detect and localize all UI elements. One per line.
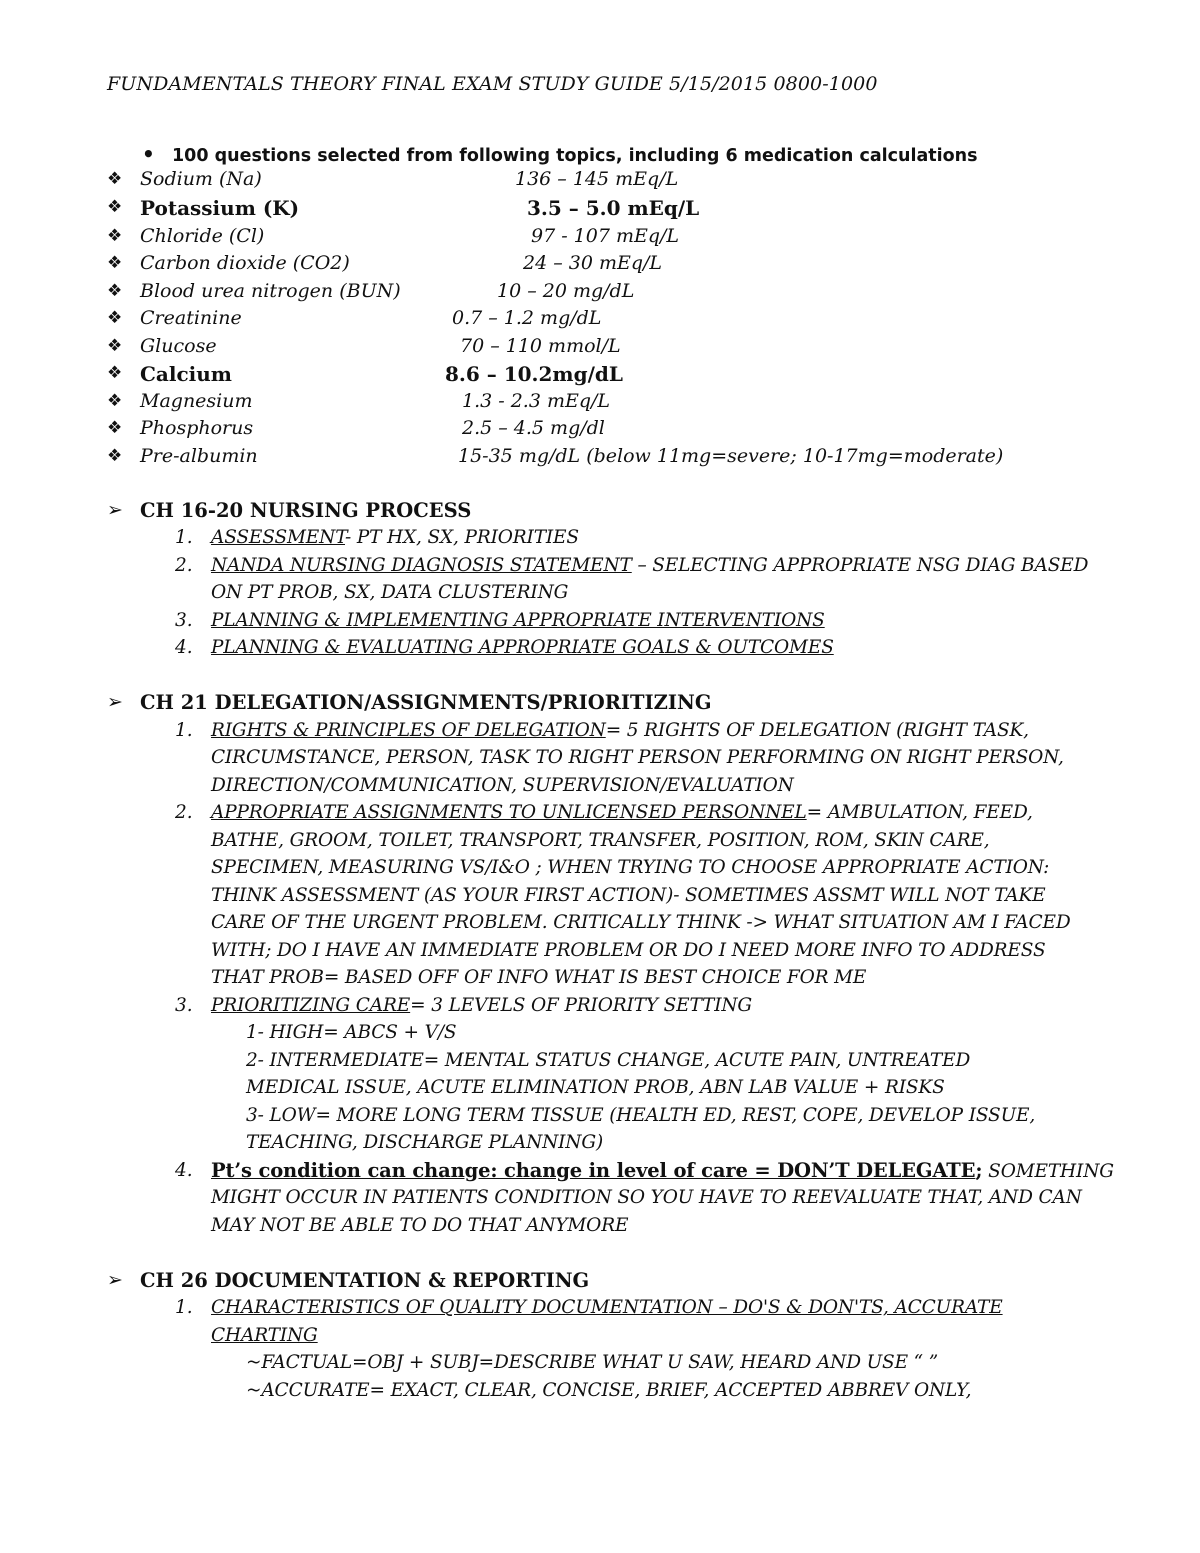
lab-name: Blood urea nitrogen (BUN) [140,280,401,302]
lab-value: 70 – 110 mmol/L [460,335,621,357]
item-heading: Pt’s condition can change: change in level of care = DON’T DELEGATE [211,1159,976,1182]
item-number: 2. [175,802,193,823]
item-continuation: MAY NOT BE ABLE TO DO THAT ANYMORE [211,1215,629,1236]
section-title: CH 21 DELEGATION/ASSIGNMENTS/PRIORITIZING [140,691,712,714]
lab-name: Calcium [140,362,232,386]
list-item [211,610,825,631]
item-continuation: DIRECTION/COMMUNICATION, SUPERVISION/EVALUATION [211,775,794,796]
item-number: 3. [175,995,193,1016]
item-continuation [211,1325,318,1346]
diamond-bullet-icon: ❖ [107,391,123,411]
item-text: = 5 RIGHTS OF DELEGATION (RIGHT TASK, [605,720,1029,741]
item-heading: CHARACTERISTICS OF QUALITY DOCUMENTATION – DO'S & DON'TS, ACCURATE [211,1297,1003,1318]
lab-value: 24 – 30 mEq/L [523,252,663,274]
item-continuation: CIRCUMSTANCE, PERSON, TASK TO RIGHT PERSON PERFORMING ON RIGHT PERSON, [211,747,1064,768]
item-number: 1. [175,527,193,548]
lab-value: 8.6 – 10.2mg/dL [445,362,623,386]
diamond-bullet-icon: ❖ [107,363,123,383]
lab-value: 1.3 - 2.3 mEq/L [462,390,611,412]
item-text: = 3 LEVELS OF PRIORITY SETTING [410,995,753,1016]
diamond-bullet-icon: ❖ [107,281,123,301]
diamond-bullet-icon: ❖ [107,226,123,246]
intro-text: 100 questions selected from following topics, including 6 medication calculations [172,146,978,166]
item-number: 2. [175,555,193,576]
lab-name: Creatinine [140,307,242,329]
item-text: – SELECTING APPROPRIATE NSG DIAG BASED [631,555,1089,576]
sub-item: MEDICAL ISSUE, ACUTE ELIMINATION PROB, ABN LAB VALUE + RISKS [246,1077,945,1098]
list-item [211,720,1029,741]
item-number: 4. [175,1160,193,1181]
lab-name: Sodium (Na) [140,168,262,190]
item-heading-cont: CHARTING [211,1325,318,1346]
sub-item: TEACHING, DISCHARGE PLANNING) [246,1132,604,1153]
lab-value: 15-35 mg/dL (below 11mg=severe; 10-17mg=moderate) [458,445,1004,467]
diamond-bullet-icon: ❖ [107,336,123,356]
intro-bullet [142,142,978,166]
diamond-bullet-icon: ❖ [107,169,123,189]
list-item [211,637,834,658]
item-text: SOMETHING [982,1161,1114,1182]
item-heading: ASSESSMENT [211,527,345,548]
sub-item: 2- INTERMEDIATE= MENTAL STATUS CHANGE, ACUTE PAIN, UNTREATED [246,1050,971,1071]
item-heading: PRIORITIZING CARE [211,995,411,1016]
item-continuation: SPECIMEN, MEASURING VS/I&O ; WHEN TRYING TO CHOOSE APPROPRIATE ACTION: [211,857,1050,878]
item-number: 1. [175,1297,193,1318]
item-heading: PLANNING & IMPLEMENTING APPROPRIATE INTERVENTIONS [211,610,825,631]
item-continuation: THAT PROB= BASED OFF OF INFO WHAT IS BEST CHOICE FOR ME [211,967,867,988]
list-item [211,555,1088,576]
lab-name: Chloride (Cl) [140,225,265,247]
sub-item: ~FACTUAL=OBJ + SUBJ=DESCRIBE WHAT U SAW, HEARD AND USE “ ” [246,1352,939,1373]
lab-name: Pre-albumin [140,445,258,467]
lab-value: 136 – 145 mEq/L [515,168,679,190]
item-text: - PT HX, SX, PRIORITIES [345,527,579,548]
lab-name: Phosphorus [140,417,254,439]
item-number: 3. [175,610,193,631]
item-continuation: ON PT PROB, SX, DATA CLUSTERING [211,582,569,603]
list-item [211,527,579,548]
sub-item: 1- HIGH= ABCS + V/S [246,1022,457,1043]
section-title: CH 16-20 NURSING PROCESS [140,499,472,522]
arrow-bullet-icon: ➢ [107,691,123,713]
arrow-bullet-icon: ➢ [107,499,123,521]
item-continuation: THINK ASSESSMENT (AS YOUR FIRST ACTION)- SOMETIMES ASSMT WILL NOT TAKE [211,885,1046,906]
list-item [211,1159,1114,1182]
page-header: FUNDAMENTALS THEORY FINAL EXAM STUDY GUIDE 5/15/2015 0800-1000 [107,73,878,95]
sub-item: 3- LOW= MORE LONG TERM TISSUE (HEALTH ED, REST, COPE, DEVELOP ISSUE, [246,1105,1036,1126]
item-number: 4. [175,637,193,658]
diamond-bullet-icon: ❖ [107,418,123,438]
lab-name: Potassium (K) [140,196,300,220]
diamond-bullet-icon: ❖ [107,253,123,273]
item-heading: NANDA NURSING DIAGNOSIS STATEMENT [211,555,632,576]
item-continuation: BATHE, GROOM, TOILET, TRANSPORT, TRANSFER, POSITION, ROM, SKIN CARE, [211,830,990,851]
list-item [211,802,1033,823]
bullet-dot: • [142,142,155,166]
sub-item: ~ACCURATE= EXACT, CLEAR, CONCISE, BRIEF, ACCEPTED ABBREV ONLY, [246,1380,972,1401]
lab-value: 97 - 107 mEq/L [531,225,680,247]
item-text: = AMBULATION, FEED, [806,802,1033,823]
lab-value: 2.5 – 4.5 mg/dl [462,417,605,439]
lab-name: Carbon dioxide (CO2) [140,252,350,274]
item-number: 1. [175,720,193,741]
list-item [211,995,752,1016]
diamond-bullet-icon: ❖ [107,308,123,328]
section-title: CH 26 DOCUMENTATION & REPORTING [140,1269,590,1292]
item-continuation: MIGHT OCCUR IN PATIENTS CONDITION SO YOU HAVE TO REEVALUATE THAT, AND CAN [211,1187,1082,1208]
item-heading: RIGHTS & PRINCIPLES OF DELEGATION [211,720,606,741]
lab-value: 0.7 – 1.2 mg/dL [452,307,602,329]
diamond-bullet-icon: ❖ [107,446,123,466]
arrow-bullet-icon: ➢ [107,1269,123,1291]
item-continuation: WITH; DO I HAVE AN IMMEDIATE PROBLEM OR DO I NEED MORE INFO TO ADDRESS [211,940,1046,961]
item-punct: ; [975,1159,983,1182]
lab-name: Glucose [140,335,217,357]
item-heading: APPROPRIATE ASSIGNMENTS TO UNLICENSED PERSONNEL [211,802,807,823]
lab-name: Magnesium [140,390,253,412]
diamond-bullet-icon: ❖ [107,197,123,217]
lab-value: 10 – 20 mg/dL [497,280,635,302]
list-item [211,1297,1003,1318]
item-continuation: CARE OF THE URGENT PROBLEM. CRITICALLY THINK -> WHAT SITUATION AM I FACED [211,912,1071,933]
lab-value: 3.5 – 5.0 mEq/L [527,196,700,220]
item-heading: PLANNING & EVALUATING APPROPRIATE GOALS & OUTCOMES [211,637,834,658]
